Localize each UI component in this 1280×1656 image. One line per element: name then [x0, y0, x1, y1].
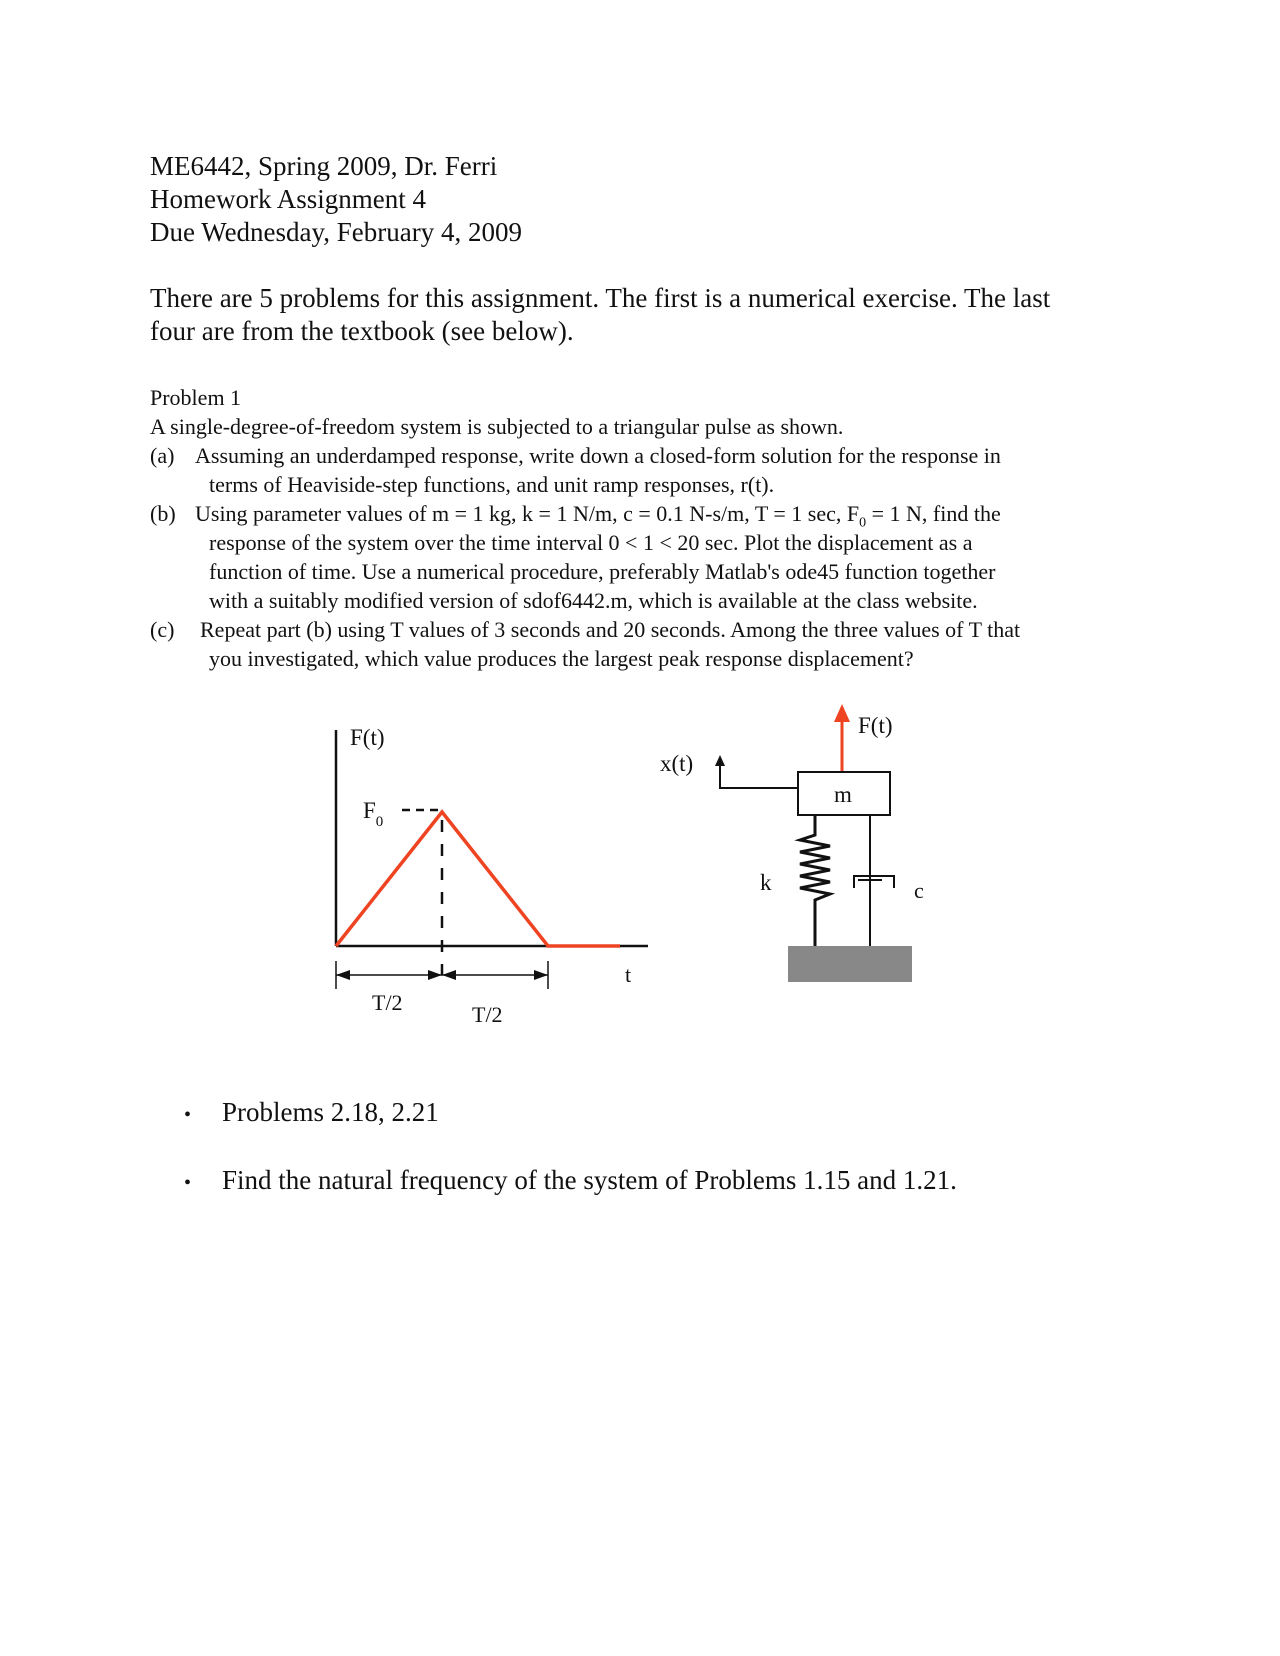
- part-c-line-1: Repeat part (b) using T values of 3 seconds and 20 seconds. Among the three values of T that: [200, 617, 1021, 642]
- problem-statement: A single-degree-of-freedom system is subjected to a triangular pulse as shown.: [150, 414, 844, 439]
- part-b-line-3: function of time. Use a numerical procedure, preferably Matlab's ode45 function together: [209, 559, 996, 584]
- part-c-label: (c): [150, 617, 175, 642]
- spring: [800, 815, 830, 946]
- half-period-label-1: T/2: [372, 990, 403, 1015]
- displacement-arrow-head: [715, 755, 725, 766]
- triangular-pulse-plot: [336, 725, 648, 1027]
- bullet-2-marker: •: [184, 1172, 192, 1194]
- time-axis-label: t: [625, 962, 632, 987]
- assignment-title: Homework Assignment 4: [150, 184, 426, 214]
- course-line: ME6442, Spring 2009, Dr. Ferri: [150, 151, 498, 181]
- dim-arrow-3: [442, 970, 456, 980]
- intro-line-2: four are from the textbook (see below).: [150, 316, 574, 346]
- dim-arrow-4: [534, 970, 548, 980]
- sdof-system-diagram: [660, 704, 924, 982]
- force-axis-label: F(t): [350, 725, 385, 750]
- part-c-line-2: you investigated, which value produces the largest peak response displacement?: [209, 646, 914, 671]
- part-b-line-4: with a suitably modified version of sdof6442.m, which is available at the class website.: [209, 588, 978, 613]
- displacement-label: x(t): [660, 751, 694, 776]
- part-a-line-1: Assuming an underdamped response, write down a closed-form solution for the response in: [195, 443, 1001, 468]
- spring-label: k: [760, 870, 772, 895]
- damper-label: c: [914, 878, 924, 903]
- peak-label: $F_0$: [363, 798, 384, 830]
- pulse-curve: [336, 812, 620, 946]
- problem-title: Problem 1: [150, 385, 242, 410]
- mass-label: m: [834, 782, 852, 807]
- half-period-label-2: T/2: [472, 1002, 503, 1027]
- displacement-indicator: [720, 763, 798, 788]
- part-a-line-2: terms of Heaviside-step functions, and unit ramp responses, r(t).: [209, 472, 775, 497]
- part-b-line-1: Using parameter values of m = 1 kg, k = 1 N/m, c = 0.1 N-s/m, T = 1 sec, $F_0 = 1$ N, find the: [195, 501, 1001, 531]
- part-b-label: (b): [150, 501, 176, 526]
- bullet-1-text: Problems 2.18, 2.21: [222, 1097, 439, 1127]
- due-date: Due Wednesday, February 4, 2009: [150, 217, 522, 247]
- dim-arrow-1: [336, 970, 350, 980]
- intro-line-1: There are 5 problems for this assignment. The first is a numerical exercise. The last: [150, 283, 1051, 313]
- damper-cylinder: [854, 876, 894, 888]
- dim-arrow-2: [428, 970, 442, 980]
- part-b-line-2: response of the system over the time interval 0 < 1 < 20 sec. Plot the displacement as a: [209, 530, 973, 555]
- force-label: F(t): [858, 713, 893, 738]
- part-a-label: (a): [150, 443, 175, 468]
- bullet-2-text: Find the natural frequency of the system of Problems 1.15 and 1.21.: [222, 1165, 957, 1195]
- bullet-1-marker: •: [184, 1104, 192, 1126]
- force-arrow-head: [834, 704, 850, 722]
- ground-block: [788, 946, 912, 982]
